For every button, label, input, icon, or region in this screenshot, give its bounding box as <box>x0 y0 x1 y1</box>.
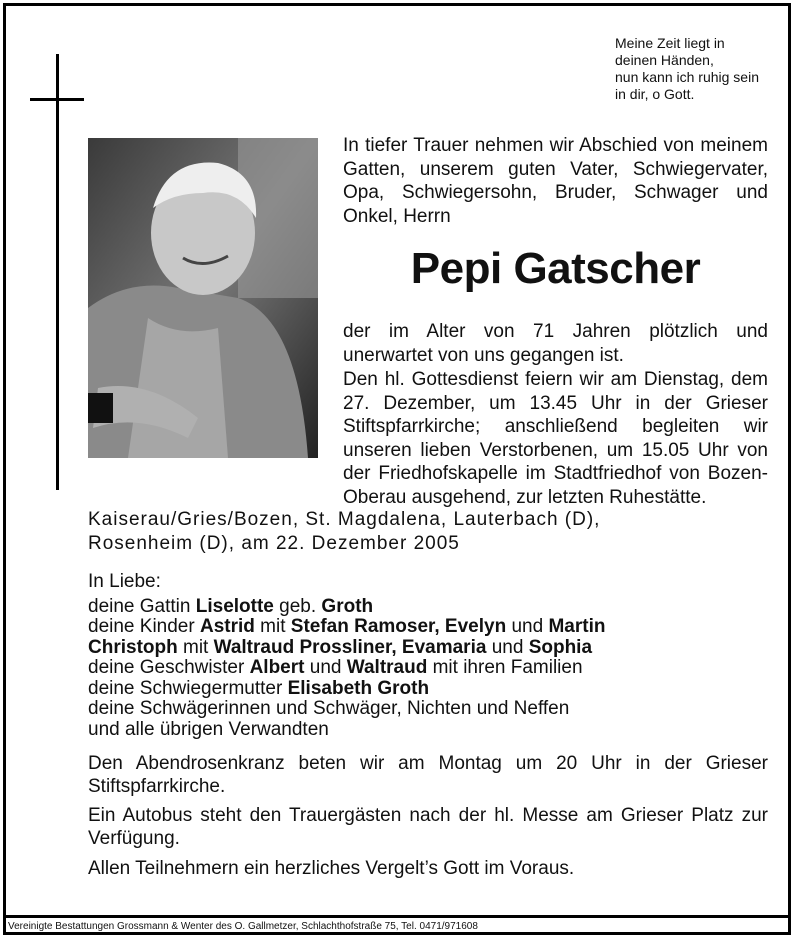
mourner-name: Groth <box>321 595 374 617</box>
mourner-text: deine Kinder <box>88 616 200 637</box>
place-date-line: Kaiserau/Gries/Bozen, St. Magdalena, Lauterbach (D), <box>88 509 601 530</box>
footer-divider <box>3 915 791 918</box>
cross-icon <box>56 54 59 490</box>
mourner-name: Waltraud Prossliner, Evamaria <box>213 636 487 658</box>
mourner-name: Astrid <box>199 616 255 637</box>
mourner-line <box>88 699 768 720</box>
intro-text: In tiefer Trauer nehmen wir Abschied von meinem Gatten, unserem guten Vater, Schwiegervater, Opa, Schwiegersohn, Bruder, Schwager und Onkel, Herrn <box>343 135 768 227</box>
mourner-name: Sophia <box>528 636 593 658</box>
place-date-line: Rosenheim (D), am 22. Dezember 2005 <box>88 532 460 554</box>
note-thanks: Allen Teilnehmern ein herzliches Vergelt’s Gott im Voraus. <box>88 858 575 879</box>
mourners-block <box>88 572 768 740</box>
place-date <box>88 508 768 555</box>
mourner-text: deine Schwiegermutter <box>88 677 288 699</box>
mourner-name: Christoph <box>88 636 178 658</box>
mourner-name: Stefan Ramoser, Evelyn <box>290 616 507 637</box>
motto-line: in dir, o Gott. <box>615 86 695 102</box>
mourner-text: und <box>486 636 529 658</box>
motto <box>615 35 785 103</box>
mourner-line <box>88 617 768 638</box>
mourner-text: deine Schwägerinnen und Schwäger, Nichten und Neffen <box>88 698 570 719</box>
mourner-line <box>88 597 768 618</box>
mourner-text: und <box>304 657 347 678</box>
mourner-line <box>88 658 768 679</box>
deceased-name: Pepi Gatscher <box>410 244 701 293</box>
in-liebe-label: In Liebe: <box>88 571 161 592</box>
mourner-text: deine Geschwister <box>88 657 250 678</box>
funeral-details: Den hl. Gottesdienst feiern wir am Dienstag, dem 27. Dezember, um 13.45 Uhr in der Grieser Stiftspfarrkirche; anschließend begleiten wir unseren lieben Verstorbenen, um 15.05 Uhr von der Friedhofskapelle im Stadtfriedhof von Bozen-Oberau ausgehend, zur letzten Ruhestätte. <box>343 369 768 508</box>
mourner-name: Elisabeth Groth <box>287 677 430 699</box>
mourner-name: Liselotte <box>195 595 274 617</box>
motto-line: Meine Zeit liegt in <box>615 35 725 51</box>
mourner-name: Waltraud <box>346 657 428 678</box>
footer-undertaker: Vereinigte Bestattungen Grossmann & Wenter des O. Gallmetzer, Schlachthofstraße 75, Tel. 0471/971608 <box>8 921 478 932</box>
motto-line: deinen Händen, <box>615 52 714 68</box>
mourner-line <box>88 679 768 700</box>
cross-icon-bar <box>30 98 84 101</box>
note-bus: Ein Autobus steht den Trauergästen nach der hl. Messe am Grieser Platz zur Verfügung. <box>88 805 768 849</box>
mourner-line <box>88 638 768 659</box>
mourners-list <box>88 597 768 741</box>
mourner-name: Albert <box>249 657 305 678</box>
mourner-text: deine Gattin <box>88 595 196 617</box>
age-text: der im Alter von 71 Jahren plötzlich und unerwartet von uns gegangen ist. <box>343 321 768 366</box>
mourner-text: mit <box>177 636 214 658</box>
mourner-name: Martin <box>548 616 606 637</box>
mourner-text: geb. <box>273 595 322 617</box>
mourner-text: mit <box>254 616 291 637</box>
mourner-text: und <box>506 616 549 637</box>
note-rosary: Den Abendrosenkranz beten wir am Montag um 20 Uhr in der Grieser Stiftspfarrkirche. <box>88 753 768 797</box>
mourner-text: und alle übrigen Verwandten <box>88 718 329 740</box>
mourner-text: mit ihren Familien <box>427 657 583 678</box>
mourner-line <box>88 720 768 741</box>
portrait-photo <box>88 138 318 458</box>
motto-line: nun kann ich ruhig sein <box>615 69 759 85</box>
